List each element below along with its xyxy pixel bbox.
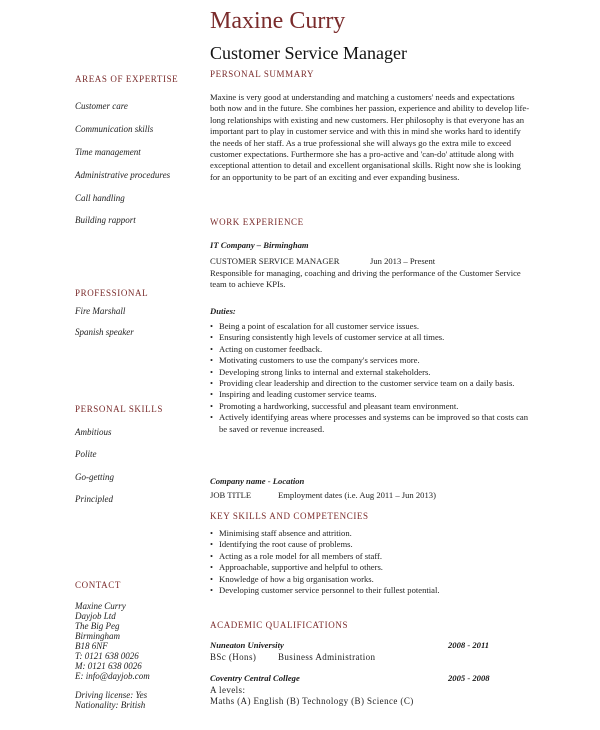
school-name: Nuneaton University xyxy=(210,640,284,650)
skill-item: • Identifying the root cause of problems. xyxy=(210,539,530,550)
expertise-item: Administrative procedures xyxy=(75,170,171,180)
job-dates-2: Employment dates (i.e. Aug 2011 – Jun 2013) xyxy=(278,490,436,500)
job-title-2: JOB TITLE xyxy=(210,490,252,500)
skill-item: • Acting as a role model for all members of staff. xyxy=(210,551,530,562)
job-dates: Jun 2013 – Present xyxy=(370,256,436,266)
company-name-2: Company name - Location xyxy=(210,476,305,486)
expertise-item: Time management xyxy=(75,147,141,157)
personal-skill-item: Go-getting xyxy=(75,472,114,482)
a-levels-grades: Maths (A) English (B) Technology (B) Science (C) xyxy=(210,696,414,706)
job-description: Responsible for managing, coaching and driving the performance of the Customer Service team to achieve KPIs. xyxy=(210,268,521,290)
contact-heading: CONTACT xyxy=(75,580,121,590)
expertise-item: Customer care xyxy=(75,101,128,111)
contact-line: The Big Peg xyxy=(75,621,120,631)
expertise-heading: AREAS OF EXPERTISE xyxy=(75,74,179,84)
professional-item: Spanish speaker xyxy=(75,327,134,337)
skill-item: • Developing customer service personnel to their fullest potential. xyxy=(210,585,530,596)
personal-skills-heading: PERSONAL SKILLS xyxy=(75,404,163,414)
contact-email: E: info@dayjob.com xyxy=(75,671,150,681)
academic-heading: ACADEMIC QUALIFICATIONS xyxy=(210,620,349,630)
contact-line: Dayjob Ltd xyxy=(75,611,116,621)
duty-item: • Motivating customers to use the company's services more. xyxy=(210,355,530,366)
duty-item: • Inspiring and leading customer service teams. xyxy=(210,389,530,400)
duty-item: • Actively identifying areas where processes and systems can be improved so that costs can be saved or revenue increased. xyxy=(210,412,530,435)
nationality: Nationality: British xyxy=(75,700,146,710)
key-skills-heading: KEY SKILLS AND COMPETENCIES xyxy=(210,511,369,521)
contact-block xyxy=(75,601,150,710)
professional-item: Fire Marshall xyxy=(75,306,126,316)
personal-skill-item: Polite xyxy=(75,449,97,459)
expertise-item: Communication skills xyxy=(75,124,154,134)
duty-item: • Providing clear leadership and direction to the customer service team on a daily basis. xyxy=(210,378,530,389)
summary-text: Maxine is very good at understanding and matching a customers' needs and expectations both now and in the future. She combines her passion, experience and ability to develop life-long relationships with existing and new customers. Her philosophy is that everyone has an important part to play in customer service and with this in mind she works hard to identify the needs of her staff. As a true professional she will always go the extra mile to exceed customer expectations. Furthermore she has a pro-active and 'can-do' attitude along with exceptional attention to detail and excellent organisational skills. Right now she is looking for an opportunity to be part of an exciting and ever expanding business. xyxy=(210,92,530,182)
education-row-1 xyxy=(210,640,500,650)
duty-item: • Ensuring consistently high levels of customer service at all times. xyxy=(210,332,530,343)
professional-heading: PROFESSIONAL xyxy=(75,288,149,298)
education-row-2 xyxy=(210,673,500,683)
contact-phone: T: 0121 638 0026 xyxy=(75,651,139,661)
a-levels-label: A levels: xyxy=(210,685,246,695)
personal-skill-item: Principled xyxy=(75,494,113,504)
degree: BSc (Hons) xyxy=(210,652,257,662)
duties-list xyxy=(210,321,530,435)
expertise-item: Building rapport xyxy=(75,215,136,225)
job-title-heading: Customer Service Manager xyxy=(210,43,407,63)
candidate-name: Maxine Curry xyxy=(210,8,346,34)
degree-subject: Business Administration xyxy=(278,652,376,662)
duty-item: • Acting on customer feedback. xyxy=(210,344,530,355)
school-years: 2008 - 2011 xyxy=(448,640,490,650)
duty-item: • Developing strong links to internal and external stakeholders. xyxy=(210,367,530,378)
key-skills-list xyxy=(210,528,530,596)
contact-line: Birmingham xyxy=(75,631,120,641)
skill-item: • Minimising staff absence and attrition. xyxy=(210,528,530,539)
duty-item: • Promoting a hardworking, successful and pleasant team environment. xyxy=(210,401,530,412)
contact-line: Maxine Curry xyxy=(75,601,126,611)
college-years: 2005 - 2008 xyxy=(448,673,490,683)
work-experience-heading: WORK EXPERIENCE xyxy=(210,217,304,227)
personal-skill-item: Ambitious xyxy=(75,427,112,437)
expertise-item: Call handling xyxy=(75,193,125,203)
duty-item: • Being a point of escalation for all customer service issues. xyxy=(210,321,530,332)
contact-mobile: M: 0121 638 0026 xyxy=(75,661,142,671)
skill-item: • Approachable, supportive and helpful to others. xyxy=(210,562,530,573)
skill-item: • Knowledge of how a big organisation works. xyxy=(210,574,530,585)
college-name: Coventry Central College xyxy=(210,673,300,683)
contact-line: B18 6NF xyxy=(75,641,108,651)
company-name: IT Company – Birmingham xyxy=(210,240,309,250)
job-title: CUSTOMER SERVICE MANAGER xyxy=(210,256,340,266)
driving-license: Driving license: Yes xyxy=(75,690,148,700)
duties-label: Duties: xyxy=(210,306,236,316)
summary-heading: PERSONAL SUMMARY xyxy=(210,69,315,79)
